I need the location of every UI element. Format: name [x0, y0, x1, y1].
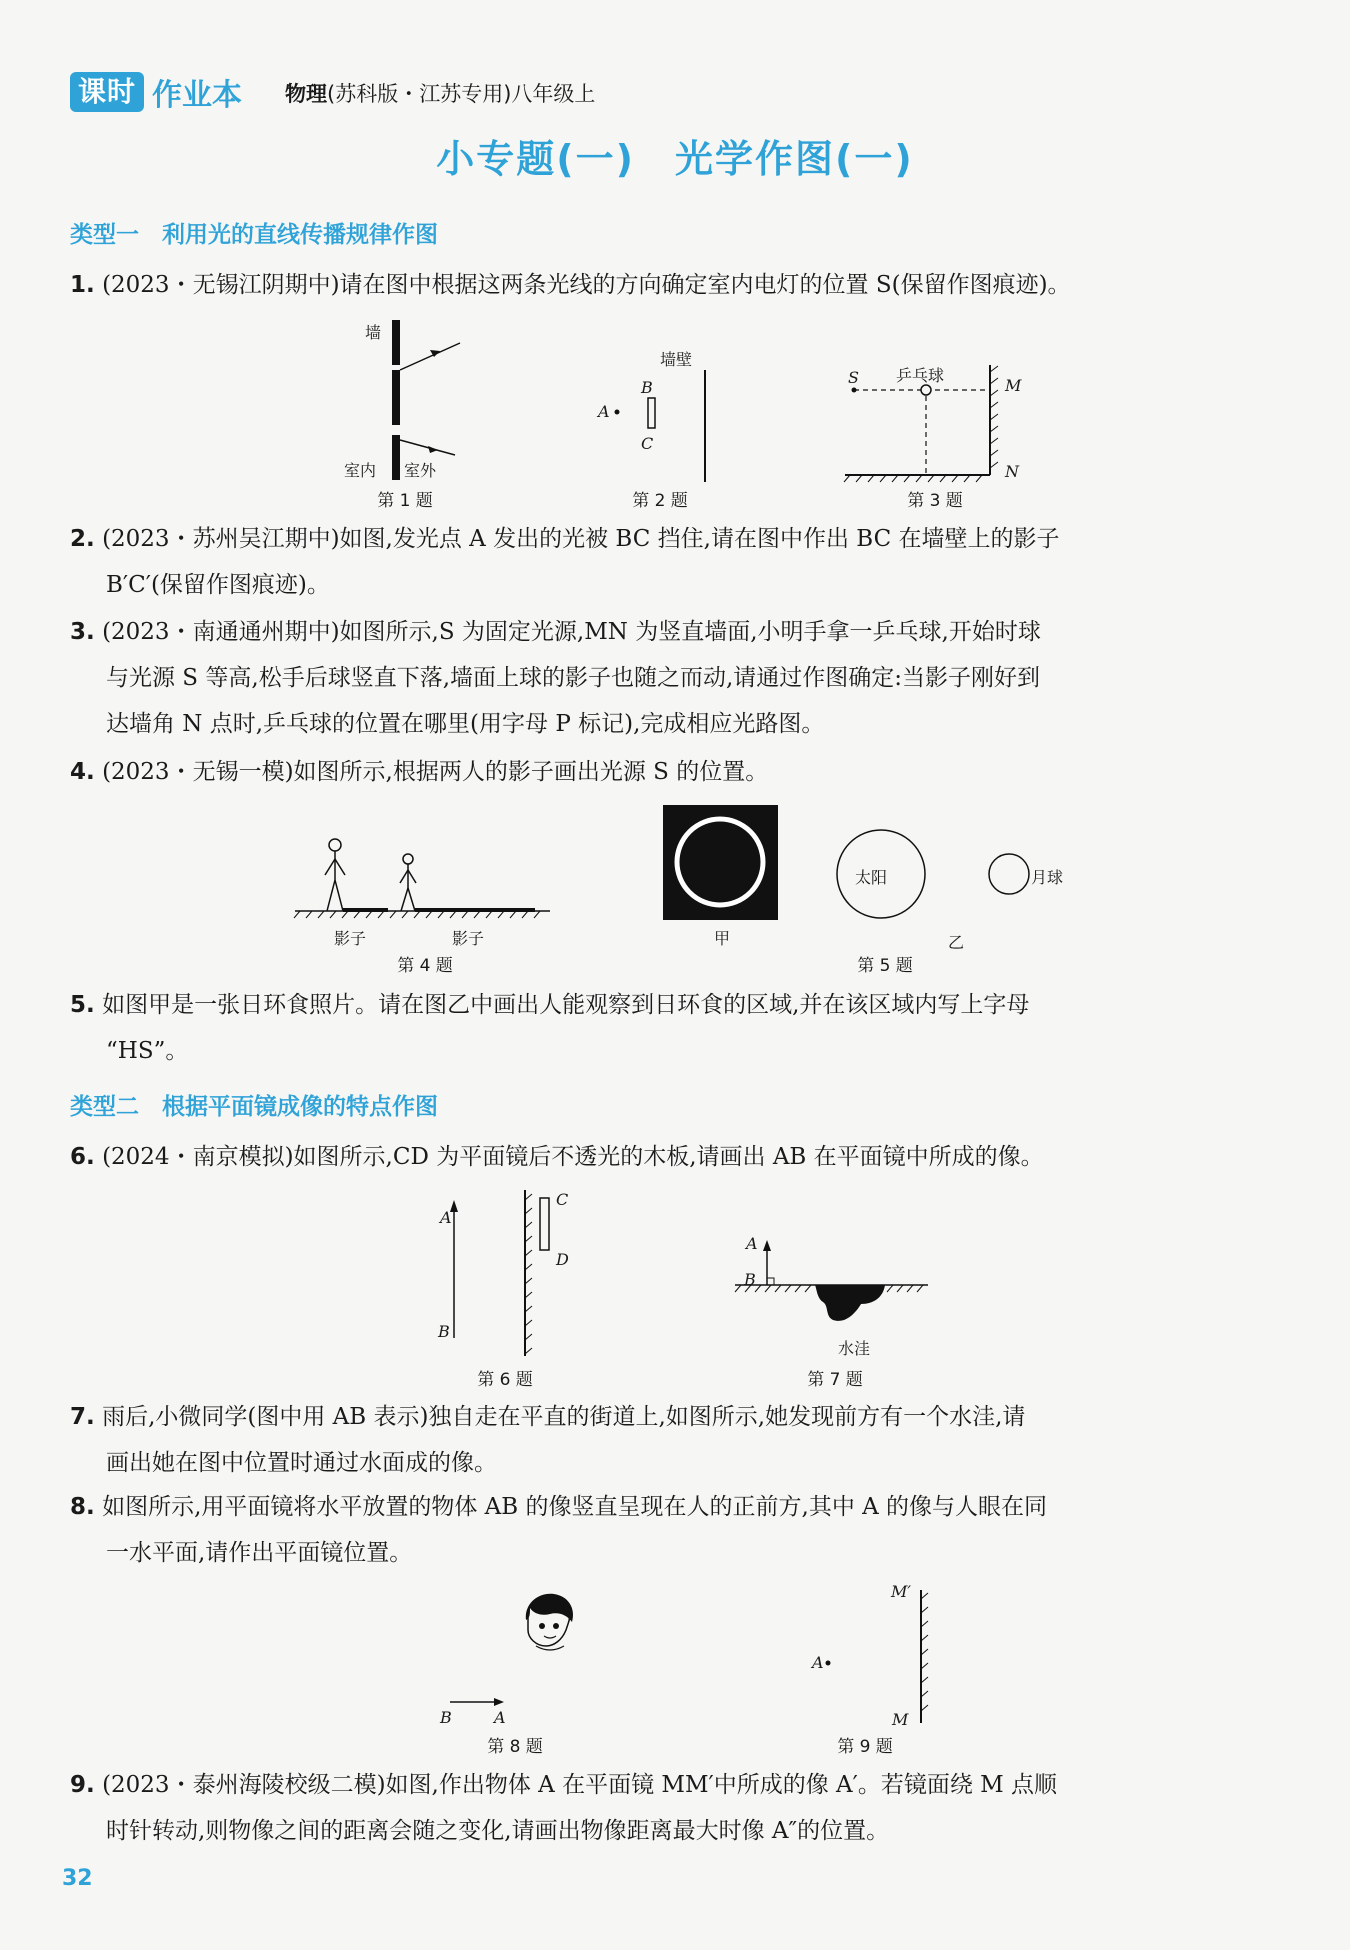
figure-8-caption: 第 8 题: [487, 1737, 543, 1757]
question-text: 如图甲是一张日环食照片。请在图乙中画出人能观察到日环食的区域,并在该区域内写上字母: [102, 992, 1030, 1018]
f4-shadow1-label: 影子: [334, 929, 367, 948]
figure-3-caption: 第 3 题: [907, 491, 963, 511]
figure-6-diagram: [440, 1188, 560, 1358]
figure-6-caption: 第 6 题: [477, 1370, 533, 1390]
question-text: 雨后,小微同学(图中用 AB 表示)独自走在平直的街道上,如图所示,她发现前方有一个水洼,请: [102, 1404, 1026, 1430]
f9-m-label: M: [892, 1710, 909, 1729]
f5-moon-label: 月球: [1031, 868, 1064, 887]
figure-1-diagram: [330, 315, 490, 480]
logo-name: 作业本: [152, 78, 243, 113]
f8-b-label: B: [440, 1708, 452, 1727]
question-4: [70, 749, 1300, 795]
question-number: 1.: [70, 272, 95, 298]
question-number: 4.: [70, 759, 95, 785]
header-subject: [285, 78, 595, 108]
subject-label: 物理: [285, 82, 327, 106]
f7-a-label: A: [746, 1234, 758, 1253]
question-text-cont: 时针转动,则物像之间的距离会随之变化,请画出物像距离最大时像 A″的位置。: [106, 1818, 890, 1844]
f7-b-label: B: [744, 1270, 756, 1289]
question-7: [70, 1394, 1300, 1486]
f4-shadow2-label: 影子: [452, 929, 485, 948]
question-9: [70, 1762, 1300, 1854]
question-text: 如图所示,用平面镜将水平放置的物体 AB 的像竖直呈现在人的正前方,其中 A 的像与人眼在同: [102, 1494, 1048, 1520]
figure-9-diagram: [810, 1585, 950, 1730]
logo-badge: 课时: [70, 72, 144, 112]
page-title: 小专题(一) 光学作图(一): [436, 137, 914, 181]
figure-4-caption: 第 4 题: [397, 956, 453, 976]
f1-inside-label: 室内: [344, 461, 377, 480]
f1-outside-label: 室外: [404, 461, 437, 480]
question-number: 3.: [70, 619, 95, 645]
question-text-cont: 画出她在图中位置时通过水面成的像。: [106, 1450, 497, 1476]
figure-4-diagram: [290, 835, 555, 925]
question-text-cont: “HS”。: [106, 1038, 189, 1064]
f3-ball-label: 乒乓球: [896, 366, 945, 385]
f3-s-label: S: [848, 368, 859, 387]
f8-a-label: A: [494, 1708, 506, 1727]
f3-m-label: M: [1005, 376, 1022, 395]
question-2: [70, 516, 1300, 608]
f6-c-label: C: [556, 1190, 569, 1209]
question-1: [70, 262, 1290, 308]
f9-mp-label: M′: [891, 1582, 912, 1601]
question-text-cont: 一水平面,请作出平面镜位置。: [106, 1540, 413, 1566]
question-number: 9.: [70, 1772, 95, 1798]
question-text-cont: B′C′(保留作图痕迹)。: [106, 572, 330, 598]
question-text: (2023・无锡一模)如图所示,根据两人的影子画出光源 S 的位置。: [102, 759, 769, 785]
question-text-cont: 达墙角 N 点时,乒乓球的位置在哪里(用字母 P 标记),完成相应光路图。: [106, 711, 825, 737]
question-text-cont: 与光源 S 等高,松手后球竖直下落,墙面上球的影子也随之而动,请通过作图确定:当影子刚好到: [106, 665, 1041, 691]
question-text: (2024・南京模拟)如图所示,CD 为平面镜后不透光的木板,请画出 AB 在平面镜中所成的像。: [102, 1144, 1044, 1170]
figure-7-caption: 第 7 题: [807, 1370, 863, 1390]
question-number: 5.: [70, 992, 95, 1018]
question-6: [70, 1134, 1300, 1180]
figure-1-caption: 第 1 题: [377, 491, 433, 511]
question-number: 6.: [70, 1144, 95, 1170]
f6-b-label: B: [438, 1322, 450, 1341]
question-text: (2023・泰州海陵校级二模)如图,作出物体 A 在平面镜 MM′中所成的像 A′。若镜面绕 M 点顺: [102, 1772, 1058, 1798]
book-logo: [70, 72, 242, 112]
f5-yi-label: 乙: [948, 933, 965, 952]
f2-c-label: C: [641, 434, 654, 453]
f6-a-label: A: [440, 1208, 452, 1227]
f5-jia-label: 甲: [714, 929, 731, 948]
question-text: (2023・苏州吴江期中)如图,发光点 A 发出的光被 BC 挡住,请在图中作出 BC 在墙壁上的影子: [102, 526, 1060, 552]
f9-a-label: A: [812, 1653, 824, 1672]
f2-b-label: B: [641, 378, 653, 397]
question-text: (2023・无锡江阴期中)请在图中根据这两条光线的方向确定室内电灯的位置 S(保留作图痕迹)。: [102, 272, 1071, 298]
question-5: [70, 982, 1300, 1074]
f1-wall-label: 墙: [365, 323, 382, 342]
f2-a-label: A: [598, 402, 610, 421]
figure-2-caption: 第 2 题: [632, 491, 688, 511]
question-number: 8.: [70, 1494, 95, 1520]
section-heading-2: 类型二 根据平面镜成像的特点作图: [70, 1094, 438, 1120]
edition-label: (苏科版・江苏专用)八年级上: [327, 82, 596, 106]
section-heading-1: 类型一 利用光的直线传播规律作图: [70, 222, 438, 248]
f2-wall-label: 墙壁: [660, 350, 693, 369]
figure-8-diagram: [440, 1590, 600, 1730]
figure-7-diagram: [733, 1230, 933, 1340]
figure-9-caption: 第 9 题: [837, 1737, 893, 1757]
page-number: 32: [62, 1866, 93, 1891]
question-3: [70, 609, 1300, 747]
f5-sun-label: 太阳: [855, 868, 888, 887]
question-8: [70, 1484, 1300, 1576]
person-head-icon: [526, 1594, 573, 1650]
f7-puddle-label: 水洼: [838, 1339, 871, 1358]
question-text: (2023・南通通州期中)如图所示,S 为固定光源,MN 为竖直墙面,小明手拿一乒乓球,开始时球: [102, 619, 1041, 645]
f6-d-label: D: [556, 1250, 569, 1269]
question-number: 7.: [70, 1404, 95, 1430]
question-number: 2.: [70, 526, 95, 552]
f3-n-label: N: [1005, 462, 1019, 481]
figure-5-caption: 第 5 题: [857, 956, 913, 976]
